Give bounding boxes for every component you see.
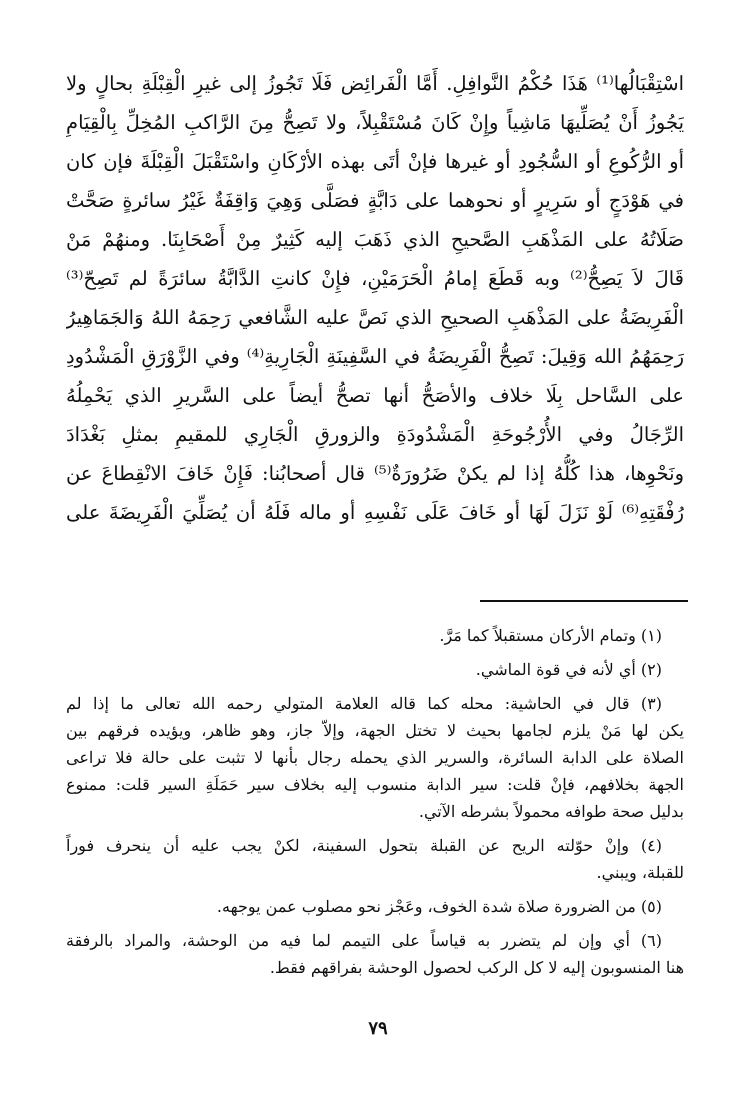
main-text-line: أو الرُّكُوعِ أو السُّجُودِ أو غيرها فإنْ أتَى بهذه الأرْكَانِ واسْتَقْبَلَ الْقِبْلَةَ فإن كان (66, 150, 684, 173)
footnote-line: الصلاة على الدابة السائرة، والسرير الذي يحمله رجال بأنها لا تثبت على حالة فلا تراعى (66, 748, 684, 767)
main-text-line: رُفْقَتِهِ⁽⁶⁾ لَوْ نَزَلَ لَهَا أو خَافَ عَلَى نَفْسِهِ أو ماله فَلَهُ أن يُصَلِّيَ الْفَرِيضَةَ على (66, 501, 684, 524)
footnote-line: (٦) أي وإن لم يتضرر به قياساً على التيمم لما فيه من الوحشة، والمراد بالرفقة (66, 931, 662, 950)
footnote-3 (66, 690, 684, 825)
footnote-line: (١) وتمام الأركان مستقبلاً كما مَرَّ. (439, 626, 662, 645)
main-text-line: يَجُوزُ أَنْ يُصَلِّيهَا مَاشِياً وإِنْ كَانَ مُسْتَقْبِلاً، ولا تَصِحُّ مِنَ الرَّاكبِ المُخِلِّ بِالْقِيَامِ (66, 111, 684, 134)
footnote-line: بدليل صحة طوافه محمولاً بشرطه الآتي. (418, 802, 684, 821)
footnote-line: هنا المنسوبون إليه لا كل الركب لحصول الوحشة بفراقهم فقط. (269, 958, 684, 977)
main-text-line: الْفَرِيضَةُ على المَذْهَبِ الصحيحِ الذي نَصَّ عليه الشَّافعي رَحِمَهُ اللهُ وَالجَمَاهِيرُ (66, 306, 684, 329)
page-number: ٧٩ (368, 1018, 388, 1039)
main-text-line: في هَوْدَجٍ أو سَرِيرٍ أو نحوهما على دَابَّةٍ فصَلَّى وَهِيَ وَاقِفَةٌ غَيْرُ سائرةٍ صَحَّتْ (66, 189, 684, 212)
footnote-line: للقبلة، ويبني. (596, 863, 684, 882)
main-text-block (66, 64, 684, 532)
footnote-5 (66, 893, 684, 920)
main-text-line: صَلَاتُهُ على المَذْهَبِ الصَّحيحِ الذي ذَهَبَ إليه كَثِيرٌ مِنْ أَصْحَابِنَا. ومنهُمْ مَنْ (66, 228, 684, 251)
footnote-line: الجهة بخلافهم، فإنْ قلت: سير الدابة منسوب إليه بخلاف سير حَمَلَةِ السير قلت: ممنوع (66, 775, 684, 794)
footnote-line: (٢) أي لأنه في قوة الماشي. (475, 660, 662, 679)
footnotes-block (66, 622, 684, 988)
main-text-line: الرِّجَالُ وفي الأُرْجُوحَةِ الْمَشْدُودَةِ والزورقِ الْجَارِي للمقيمِ بمثلِ بَغْدَادَ (66, 423, 684, 446)
main-text-line: اسْتِقْبَالُها⁽¹⁾ هَذَا حُكْمُ النَّوافِلِ. أَمَّا الْفَرائِض فَلَا تَجُوزُ إلى غيرِ الْقِبْلَةِ بحالٍ ولا (66, 72, 684, 95)
footnote-2 (66, 656, 684, 683)
footnote-line: (٣) قال في الحاشية: محله كما قاله العلامة المتولي رحمه الله تعالى ما إذا لم (66, 694, 662, 713)
footnote-1 (66, 622, 684, 649)
footnote-separator (480, 600, 688, 602)
main-text-line: على السَّاحل بِلَا خلاف والأصَحُّ أنها تصحُّ أيضاً على السَّريرِ الذي يَحْمِلُهُ (66, 384, 684, 407)
footnote-4 (66, 832, 684, 886)
main-text-line: قَالَ لاَ يَصِحُّ⁽²⁾ وبه قَطَعَ إمامُ الْحَرَمَيْنِ، فإِنْ كانتِ الدَّابَّةُ سائرَةً لم تَصِحّ⁽³⁾ (66, 267, 684, 290)
footnote-line: (٤) وإنْ حوّلته الريح عن القبلة بتحول السفينة، لكنْ يجب عليه أن ينحرف فوراً (66, 836, 662, 855)
main-text-line: رَحِمَهُمُ الله وَقِيلَ: تَصِحُّ الْفَرِيضَةُ في السَّفِينَةِ الْجَارِيةِ⁽⁴⁾ وفي الزَّوْرَقِ الْمَشْدُودِ (66, 345, 684, 368)
footnote-6 (66, 927, 684, 981)
footnote-line: (٥) من الضرورة صلاة شدة الخوف، وعَجْز نحو مصلوب عمن يوجهه. (216, 897, 662, 916)
footnote-line: يكن لها مَنْ يلزم لجامها بحيث لا تختل الجهة، وإلاّ جاز، وهو ظاهر، ويؤيده فرقهم بين (66, 721, 684, 740)
main-text-line: ونَحْوِها، هذا كُلُّهُ إذا لم يكنْ ضَرُورَةٌ⁽⁵⁾ قال أصحابُنا: فَإِنْ خَافَ الانْقِطاعَ عن (66, 462, 684, 485)
